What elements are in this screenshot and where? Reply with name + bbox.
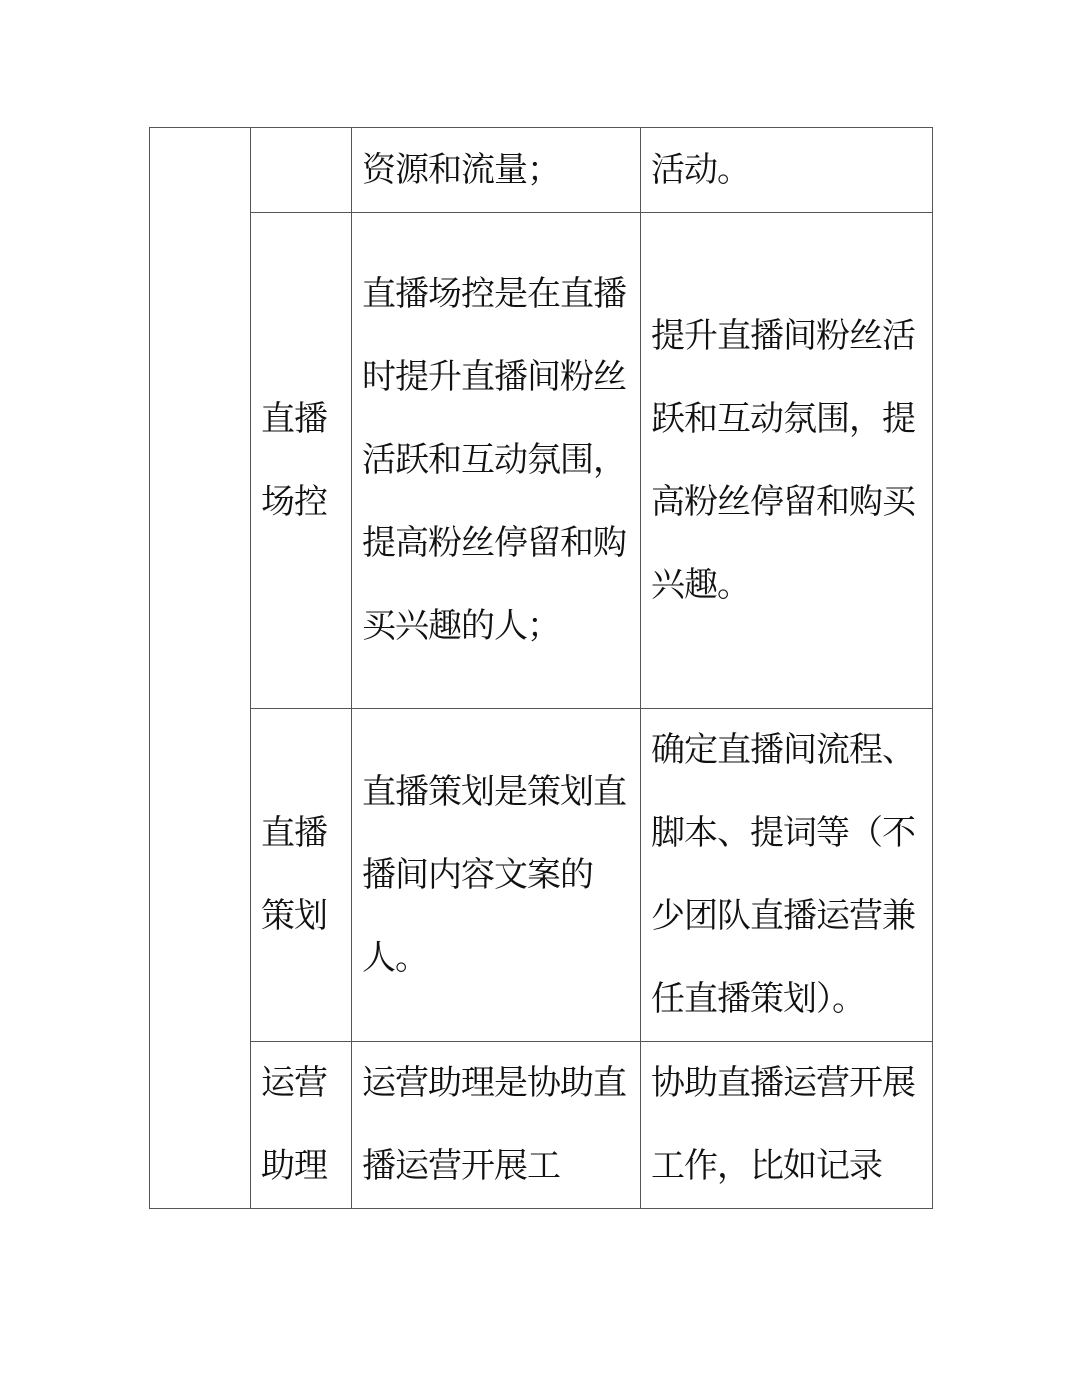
category-cell (150, 128, 251, 1209)
role-description-cell (352, 1042, 641, 1209)
role-name-cell (251, 1042, 352, 1209)
table-row (150, 709, 933, 1042)
table-row (150, 213, 933, 709)
role-description-cell (352, 709, 641, 1042)
role-duty-cell (641, 1042, 933, 1209)
table-row (150, 1042, 933, 1209)
role-name-cell (251, 709, 352, 1042)
role-duty: 提升直播间粉丝活跃和互动氛围，提高粉丝停留和购买兴趣。 (651, 315, 915, 605)
role-duty: 活动。 (651, 149, 750, 190)
role-duty-cell (641, 128, 933, 213)
role-name: 运营助理 (261, 1063, 327, 1186)
role-description-cell (352, 128, 641, 213)
role-name-cell (251, 128, 352, 213)
role-description: 直播策划是策划直播间内容文案的人。 (362, 771, 626, 978)
table-row (150, 128, 933, 213)
role-duty-cell (641, 709, 933, 1042)
role-name: 直播场控 (261, 398, 327, 522)
role-description: 运营助理是协助直播运营开展工 (362, 1063, 626, 1186)
role-duty: 确定直播间流程、脚本、提词等（不少团队直播运营兼任直播策划）。 (651, 730, 915, 1019)
role-description: 直播场控是在直播时提升直播间粉丝活跃和互动氛围，提高粉丝停留和购买兴趣的人； (362, 274, 626, 646)
role-name-cell (251, 213, 352, 709)
role-duty-cell (641, 213, 933, 709)
role-name: 直播策划 (261, 813, 327, 936)
role-description-cell (352, 213, 641, 709)
role-description: 资源和流量； (362, 149, 560, 190)
role-duty: 协助直播运营开展工作，比如记录 (651, 1063, 915, 1186)
roles-table (149, 127, 933, 1209)
